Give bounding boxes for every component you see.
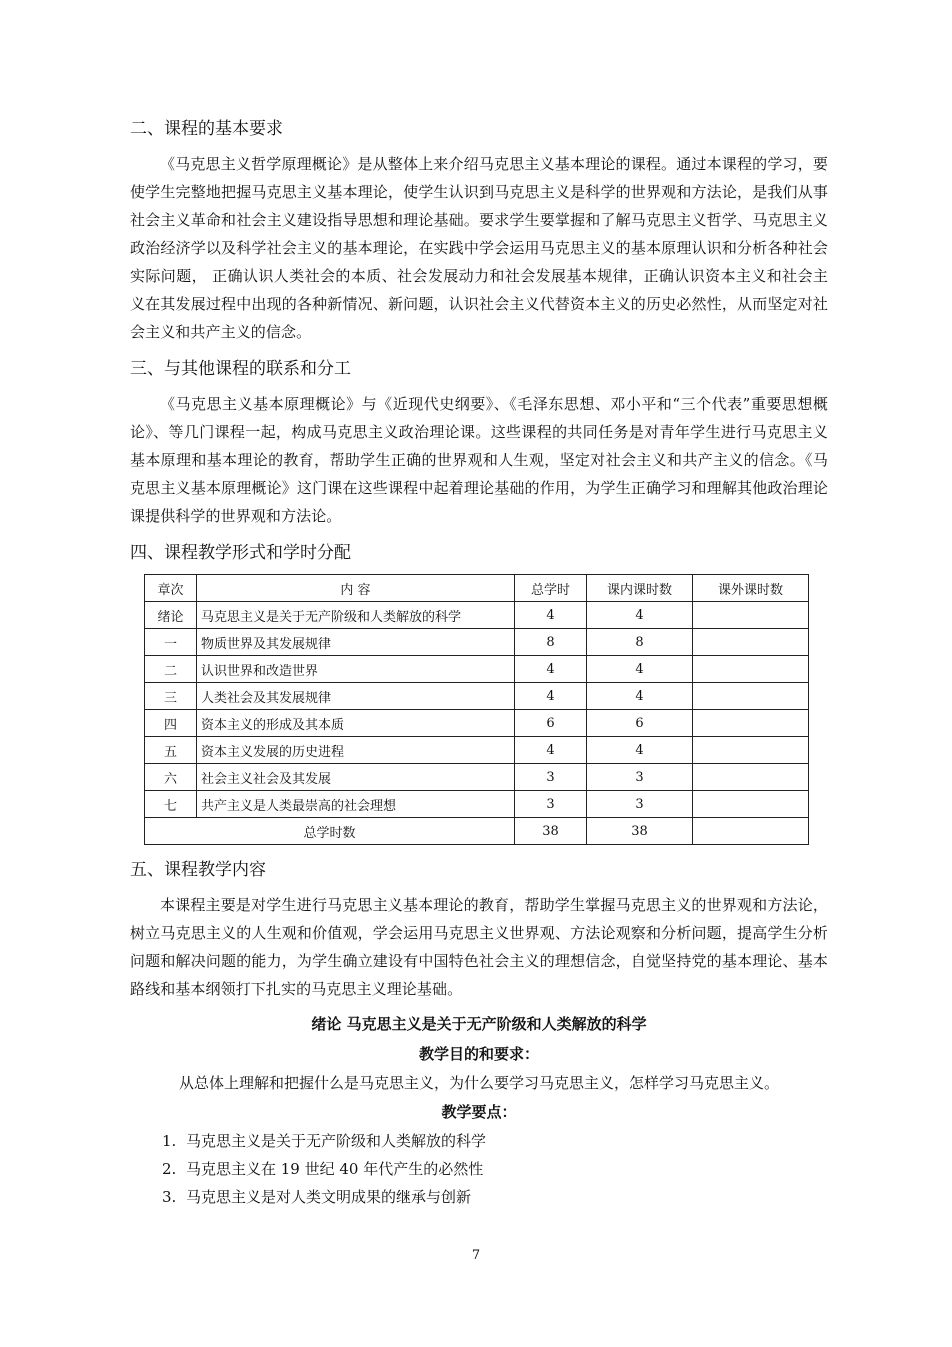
- cell-outclass: [693, 764, 809, 791]
- cell-chapter: 五: [145, 737, 197, 764]
- summary-outclass: [693, 818, 809, 845]
- summary-inclass: 38: [587, 818, 693, 845]
- points-label: 教学要点：: [441, 1103, 517, 1121]
- list-item-text: 马克思主义在 19 世纪 40 年代产生的必然性: [186, 1160, 484, 1178]
- header-outclass: 课外课时数: [693, 575, 809, 602]
- table-row: [145, 602, 809, 629]
- cell-total: 4: [515, 656, 587, 683]
- table-header-row: [145, 575, 809, 602]
- summary-label: 总学时数: [145, 818, 515, 845]
- list-item-text: 马克思主义是对人类文明成果的继承与创新: [186, 1188, 472, 1206]
- goal-text: 从总体上理解和把握什么是马克思主义，为什么要学习马克思主义，怎样学习马克思主义。: [178, 1074, 779, 1092]
- table-row: [145, 737, 809, 764]
- table-summary-row: [145, 818, 809, 845]
- cell-content: 资本主义的形成及其本质: [197, 710, 515, 737]
- cell-chapter: 一: [145, 629, 197, 656]
- cell-outclass: [693, 629, 809, 656]
- list-item: [162, 1155, 828, 1183]
- cell-content: 共产主义是人类最崇高的社会理想: [197, 791, 515, 818]
- cell-inclass: 6: [587, 710, 693, 737]
- table-row: [145, 656, 809, 683]
- section-heading-hours: 四、课程教学形式和学时分配: [130, 543, 351, 563]
- cell-inclass: 4: [587, 602, 693, 629]
- summary-total: 38: [515, 818, 587, 845]
- table-row: [145, 629, 809, 656]
- table-row: [145, 683, 809, 710]
- cell-inclass: 4: [587, 656, 693, 683]
- cell-outclass: [693, 791, 809, 818]
- hours-table: [144, 574, 809, 845]
- intro-chapter-title: 绪论 马克思主义是关于无产阶级和人类解放的科学: [311, 1015, 647, 1033]
- cell-total: 4: [515, 737, 587, 764]
- requirements-paragraph: 《马克思主义哲学原理概论》是从整体上来介绍马克思主义基本理论的课程。通过本课程的学习，要使学生完整地把握马克思主义基本理论，使学生认识到马克思主义是科学的世界观和方法论，是我们从事社会主义革命和社会主义建设指导思想和理论基础。要求学生要掌握和了解马克思主义哲学、马克思主义政治经济学以及科学社会主义的基本理论，在实践中学会运用马克思主义的基本原理认识和分析各种社会实际问题， 正确认识人类社会的本质、社会发展动力和社会发展基本规律，正确认识资本主义和社会主义在其发展过程中出现的各种新情况、新问题，认识社会主义代替资本主义的历史必然性，从而坚定对社会主义和共产主义的信念。: [130, 155, 828, 341]
- cell-chapter: 三: [145, 683, 197, 710]
- cell-content: 马克思主义是关于无产阶级和人类解放的科学: [197, 602, 515, 629]
- cell-total: 8: [515, 629, 587, 656]
- page-content: [130, 112, 828, 1211]
- cell-content: 资本主义发展的历史进程: [197, 737, 515, 764]
- cell-content: 社会主义社会及其发展: [197, 764, 515, 791]
- list-item-number: 3.: [162, 1188, 177, 1206]
- list-item: [162, 1127, 828, 1155]
- cell-outclass: [693, 737, 809, 764]
- cell-outclass: [693, 710, 809, 737]
- header-total: 总学时: [515, 575, 587, 602]
- cell-inclass: 3: [587, 764, 693, 791]
- list-item-text: 马克思主义是关于无产阶级和人类解放的科学: [186, 1132, 487, 1150]
- teaching-points-list: [130, 1127, 828, 1211]
- list-item-number: 1.: [162, 1132, 177, 1150]
- cell-total: 3: [515, 764, 587, 791]
- table-row: [145, 791, 809, 818]
- section-heading-content: 五、课程教学内容: [130, 860, 266, 880]
- cell-content: 人类社会及其发展规律: [197, 683, 515, 710]
- cell-outclass: [693, 602, 809, 629]
- cell-content: 认识世界和改造世界: [197, 656, 515, 683]
- cell-chapter: 四: [145, 710, 197, 737]
- section-heading-requirements: 二、课程的基本要求: [130, 119, 283, 139]
- cell-chapter: 七: [145, 791, 197, 818]
- cell-chapter: 绪论: [145, 602, 197, 629]
- header-chapter: 章次: [145, 575, 197, 602]
- cell-inclass: 8: [587, 629, 693, 656]
- table-row: [145, 764, 809, 791]
- section-heading-relations: 三、与其他课程的联系和分工: [130, 359, 351, 379]
- list-item-number: 2.: [162, 1160, 177, 1178]
- cell-total: 4: [515, 602, 587, 629]
- cell-outclass: [693, 656, 809, 683]
- content-paragraph: 本课程主要是对学生进行马克思主义基本理论的教育，帮助学生掌握马克思主义的世界观和方法论，树立马克思主义的人生观和价值观，学会运用马克思主义世界观、方法论观察和分析问题，提高学生分析问题和解决问题的能力，为学生确立建设有中国特色社会主义的理想信念，自觉坚持党的基本理论、基本路线和基本纲领打下扎实的马克思主义理论基础。: [130, 896, 828, 998]
- header-content: 内 容: [197, 575, 515, 602]
- relations-paragraph: 《马克思主义基本原理概论》与《近现代史纲要》、《毛泽东思想、邓小平和“三个代表”重要思想概论》、等几门课程一起，构成马克思主义政治理论课。这些课程的共同任务是对青年学生进行马克思主义基本原理和基本理论的教育，帮助学生正确的世界观和人生观，坚定对社会主义和共产主义的信念。《马克思主义基本原理概论》这门课在这些课程中起着理论基础的作用，为学生正确学习和理解其他政治理论课提供科学的世界观和方法论。: [130, 395, 828, 525]
- cell-inclass: 4: [587, 683, 693, 710]
- table-row: [145, 710, 809, 737]
- cell-chapter: 二: [145, 656, 197, 683]
- goal-label: 教学目的和要求：: [418, 1045, 539, 1063]
- cell-inclass: 4: [587, 737, 693, 764]
- page-number: 7: [471, 1248, 481, 1263]
- header-inclass: 课内课时数: [587, 575, 693, 602]
- cell-chapter: 六: [145, 764, 197, 791]
- cell-total: 3: [515, 791, 587, 818]
- cell-inclass: 3: [587, 791, 693, 818]
- list-item: [162, 1183, 828, 1211]
- cell-total: 6: [515, 710, 587, 737]
- cell-content: 物质世界及其发展规律: [197, 629, 515, 656]
- cell-outclass: [693, 683, 809, 710]
- cell-total: 4: [515, 683, 587, 710]
